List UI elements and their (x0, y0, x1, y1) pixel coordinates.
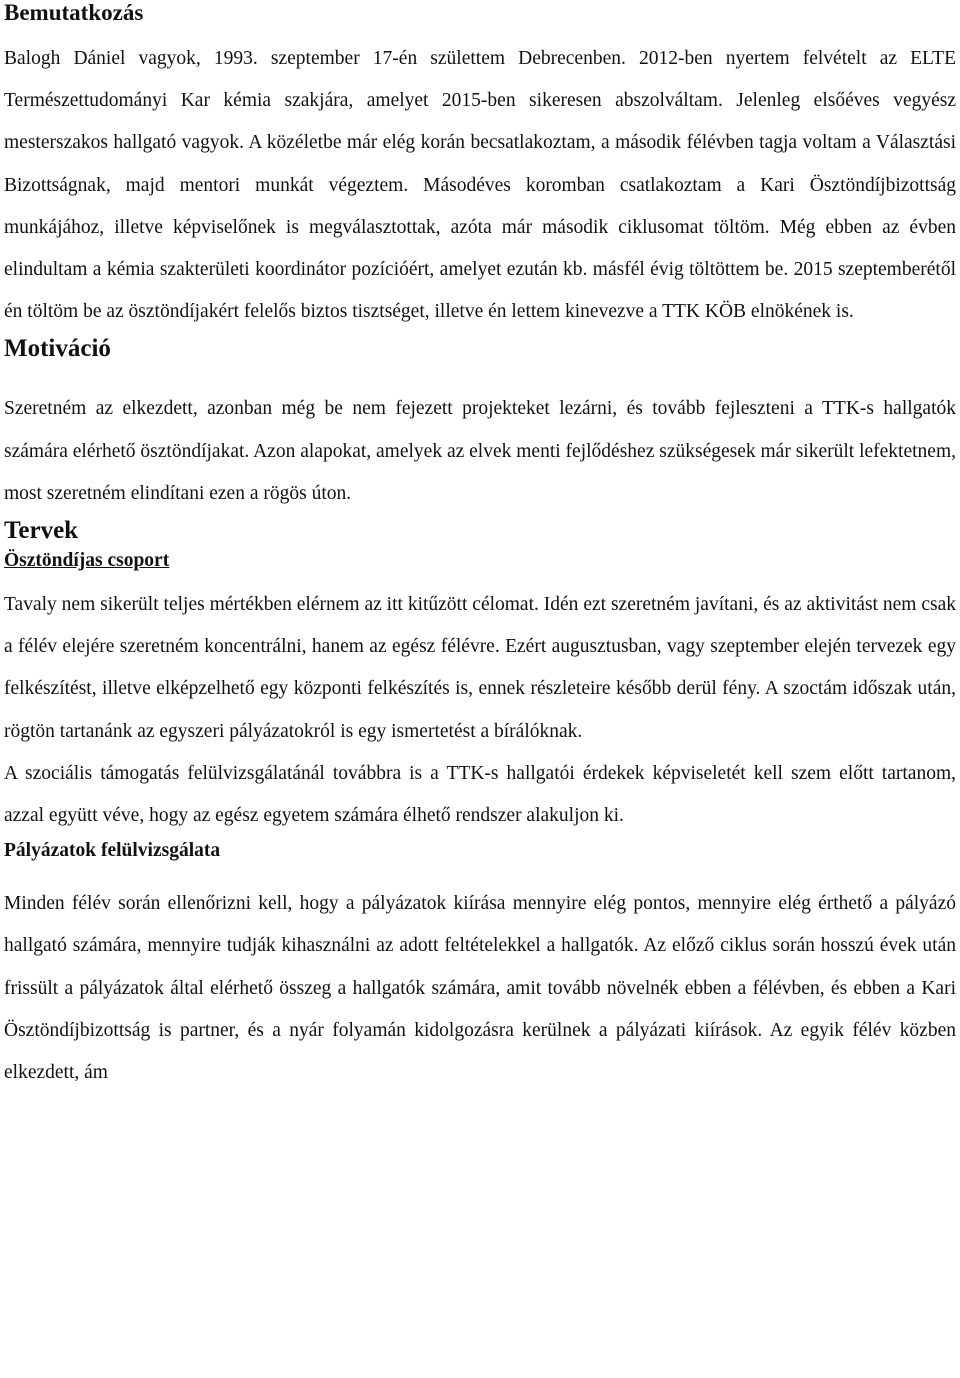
section-heading-plans: Tervek (4, 517, 79, 545)
section-heading-motivation: Motiváció (4, 335, 111, 363)
motivation-paragraph: Szeretném az elkezdett, azonban még be nem fejezett projekteket lezárni, és tovább fejleszteni a TTK-s hallgatók számára elérhető ösztöndíjakat. Azon alapokat, amelyek az elvek menti fejlődéshez szükségesek már sikerült lefektetnem, most szeretném elindítani ezen a rögös úton. (4, 398, 956, 504)
introduction-paragraph: Balogh Dániel vagyok, 1993. szeptember 17-én születtem Debrecenben. 2012-ben nyertem felvételt az ELTE Természettudományi Kar kémia szakjára, amelyet 2015-ben sikeresen abszolváltam. Jelenleg elsőéves vegyész mesterszakos hallgató vagyok. A közéletbe már elég korán becsatlakoztam, a második félévben tagja voltam a Választási Bizottságnak, majd mentori munkát végeztem. Másodéves koromban csatlakoztam a Kari Ösztöndíjbizottság munkájához, illetve képviselőnek is megválasztottak, azóta már második ciklusomat töltöm. Még ebben az évben elindultam a kémia szakterületi koordinátor pozícióért, amelyet ezután kb. másfél évig töltöttem be. 2015 szeptemberétől én töltöm be az ösztöndíjakért felelős biztos tisztséget, illetve én lettem kinevezve a TTK KÖB elnökének is. (4, 48, 956, 323)
subsection-heading-scholarship-group: Ösztöndíjas csoport (4, 550, 170, 572)
subsection-heading-application-review: Pályázatok felülvizsgálata (4, 840, 221, 862)
application-review-paragraph: Minden félév során ellenőrizni kell, hogy a pályázatok kiírása mennyire elég pontos, mennyire elég érthető a pályázó hallgató számára, mennyire tudják kihasználni az adott feltételekkel a hallgatók. Az előző ciklus során hosszú évek után frissült a pályázatok által elérhető összeg a hallgatók számára, amit tovább növelnék ebben a félévben, és ebben a Kari Ösztöndíjbizottság is partner, és a nyár folyamán kidolgozásra kerülnek a pályázati kiírások. Az egyik félév közben elkezdett, ám (4, 893, 956, 1084)
scholarship-group-paragraph-1: Tavaly nem sikerült teljes mértékben elérnem az itt kitűzött célomat. Idén ezt szeretném javítani, és az aktivitást nem csak a félév elejére szeretném koncentrálni, hanem az egész félévre. Ezért augusztusban, vagy szeptember elején tervezek egy felkészítést, illetve elképzelhető egy központi felkészítés is, ennek részleteire később derül fény. A szoctám időszak után, rögtön tartanánk az egyszeri pályázatokról is egy ismertetést a bírálóknak. (4, 594, 956, 742)
section-heading-introduction: Bemutatkozás (4, 0, 144, 25)
scholarship-group-paragraph-2: A szociális támogatás felülvizsgálatánál továbbra is a TTK-s hallgatói érdekek képviseletét kell szem előtt tartanom, azzal együtt véve, hogy az egész egyetem számára élhető rendszer alakuljon ki. (4, 762, 956, 827)
